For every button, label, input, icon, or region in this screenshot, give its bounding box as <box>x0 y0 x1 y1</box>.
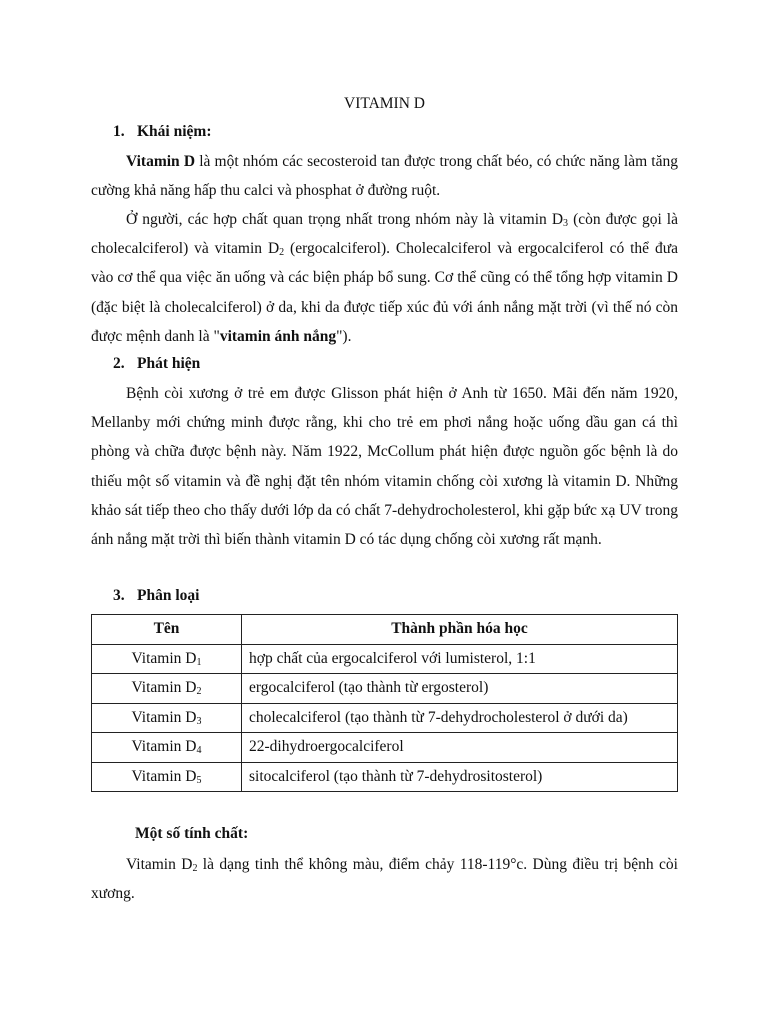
section-4-paragraph-1: Vitamin $D_2$ là dạng tinh thể không màu, điểm chảy 118-119°c. Dùng điều trị bệnh còi xương. <box>91 856 678 903</box>
section-4-heading <box>135 825 248 843</box>
table-row <box>92 733 678 763</box>
vitamin-d-term: Vitamin D <box>126 153 196 170</box>
table-header-composition: Thành phần hóa học <box>242 615 678 645</box>
section-1-paragraph-1: Vitamin D là một nhóm các secosteroid tan được trong chất béo, có chức năng làm tăng cường khả năng hấp thu calci và phosphat ở đường ruột. <box>91 153 678 200</box>
section-1-heading <box>113 123 212 141</box>
section-3-title: Phân loại <box>137 587 200 604</box>
table-cell-composition: 22-dihydroergocalciferol <box>242 733 678 763</box>
table-cell-composition: sitocalciferol (tạo thành từ 7-dehydrositosterol) <box>242 762 678 792</box>
section-3-number: 3. <box>113 587 125 604</box>
table-cell-name: Vitamin $D_5$ <box>92 762 242 792</box>
table-cell-composition: ergocalciferol (tạo thành từ ergosterol) <box>242 674 678 704</box>
table-cell-name: Vitamin $D_3$ <box>92 703 242 733</box>
table-cell-name: Vitamin $D_2$ <box>92 674 242 704</box>
section-1-number: 1. <box>113 123 125 140</box>
section-3-heading <box>113 587 199 605</box>
section-2-heading <box>113 355 200 373</box>
table-cell-composition: cholecalciferol (tạo thành từ 7-dehydrocholesterol ở dưới da) <box>242 703 678 733</box>
section-1-title: Khái niệm: <box>137 123 212 140</box>
table-cell-name: Vitamin $D_1$ <box>92 644 242 674</box>
table-row <box>92 703 678 733</box>
table-cell-composition: hợp chất của ergocalciferol với lumisterol, 1:1 <box>242 644 678 674</box>
section-4-title: Một số tính chất: <box>135 825 249 842</box>
document-title: VITAMIN D <box>344 95 425 112</box>
table-row <box>92 762 678 792</box>
section-1-paragraph-2: Ở người, các hợp chất quan trọng nhất trong nhóm này là vitamin $D_3$ (còn được gọi là cholecalciferol) và vitamin $D_2$ (ergocalciferol). Cholecalciferol và ergocalciferol có thể đưa vào cơ thể qua việc ăn uống và các biện pháp bổ sung. Cơ thể cũng có thể tổng hợp vitamin D (đặc biệt là cholecalciferol) ở da, khi da được tiếp xúc đủ với ánh nắng mặt trời (vì thế nó còn được mệnh danh là "vitamin ánh nắng"). <box>91 211 678 345</box>
sunshine-vitamin-term: vitamin ánh nắng <box>219 327 337 345</box>
table-header-row <box>92 615 678 645</box>
vitamin-d-classification-table <box>91 614 678 792</box>
section-2-number: 2. <box>113 355 125 372</box>
table-cell-name: Vitamin $D_4$ <box>92 733 242 763</box>
table-row <box>92 674 678 704</box>
table-row <box>92 644 678 674</box>
table-header-name: Tên <box>92 615 242 645</box>
section-2-paragraph-1: Bệnh còi xương ở trẻ em được Glisson phát hiện ở Anh từ 1650. Mãi đến năm 1920, Mellanby mới chứng minh được rằng, khi cho trẻ em phơi nắng hoặc uống dầu gan cá thì phòng và chữa được bệnh này. Năm 1922, McCollum phát hiện được nguồn gốc bệnh là do thiếu một số vitamin và đề nghị đặt tên nhóm vitamin chống còi xương là vitamin D. Những khảo sát tiếp theo cho thấy dưới lớp da có chất 7-dehydrocholesterol, khi gặp bức xạ UV trong ánh nắng mặt trời thì biến thành vitamin D có tác dụng chống còi xương rất mạnh. <box>91 385 678 549</box>
section-2-title: Phát hiện <box>137 355 201 372</box>
